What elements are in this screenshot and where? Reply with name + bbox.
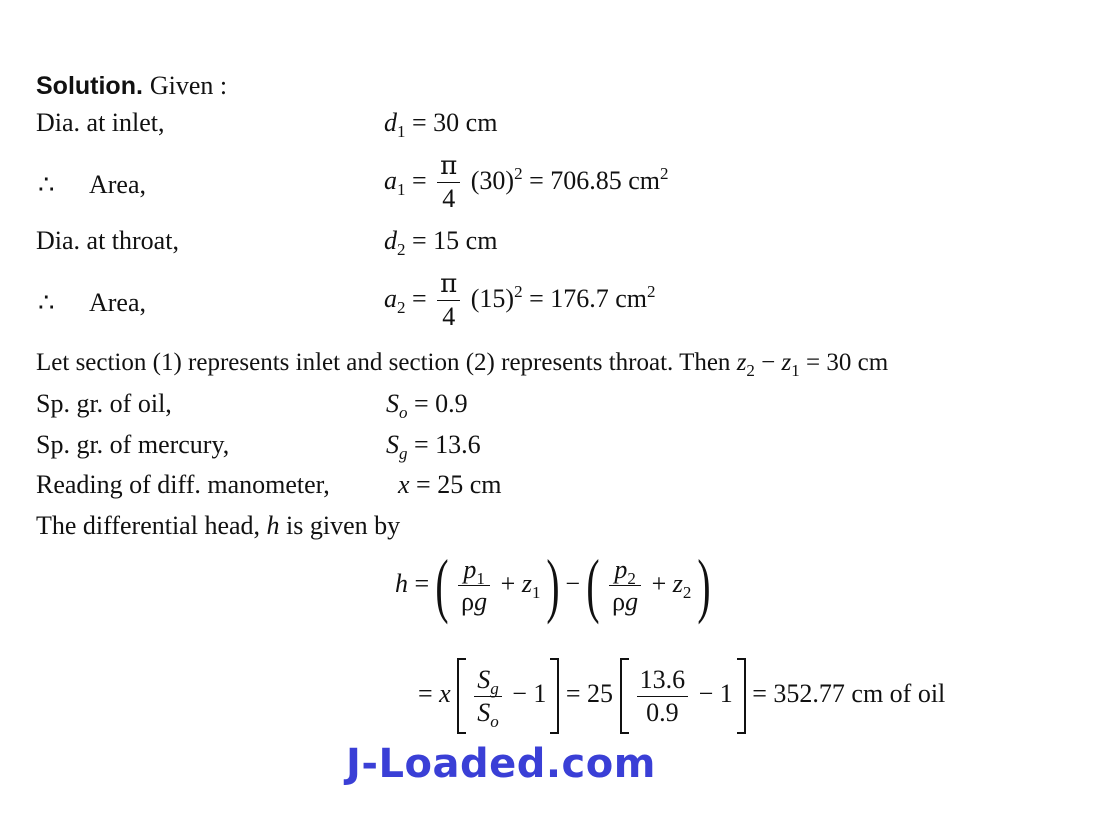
minus-one-2: − 1: [698, 678, 733, 708]
manometer-label: Reading of diff. manometer,: [36, 470, 330, 499]
d2-value: 15 cm: [433, 226, 498, 255]
manometer-equation: x = 25 cm: [398, 470, 502, 499]
d2-equation: $d_2 = 15$ cm: [384, 226, 498, 259]
area-label-1: Area,: [89, 170, 147, 199]
area-label-2: Area,: [89, 288, 147, 317]
multiplier: = 25: [565, 678, 614, 708]
a1-factor: (30): [470, 165, 515, 195]
right-paren-1: ): [546, 545, 560, 625]
right-paren-2: ): [697, 545, 711, 625]
oil-label: Sp. gr. of oil,: [36, 389, 172, 418]
p1-over-rho-g: $\frac{p_1}{\rho g}$: [458, 556, 490, 616]
p2-over-rho-g: $\frac{p_2}{\rho g}$: [609, 556, 641, 616]
left-paren-2: (: [585, 545, 600, 625]
watermark-text: J-Loaded.com: [346, 741, 656, 787]
oil-value: = 0.9: [414, 389, 468, 418]
left-bracket-1: [457, 658, 466, 734]
therefore-symbol-2: ∴: [38, 288, 55, 317]
section-statement: Let section (1) represents inlet and section (2) represents throat. Then $z_2 - z_1 = 30$ cm: [36, 349, 889, 380]
d1-value: 30 cm: [433, 108, 498, 137]
sg-over-so: $\frac{S_g}{S_o}$: [474, 666, 502, 726]
a2-equation: $a_2$ = $\frac{\pi}{4}$ $(15)^2 = 176.7$ $cm^2$: [384, 269, 656, 332]
a1-equation: $a_1$ = $\frac{\pi}{4}$ $(30)^2 = 706.85$ $cm^2$: [384, 151, 669, 214]
a1-result: = 706.85 cm: [529, 165, 661, 195]
oil-equation: $S_o = 0.9$: [386, 389, 468, 422]
left-bracket-2: [620, 658, 629, 734]
right-bracket-2: [737, 658, 746, 734]
diff-head-prefix: The differential head,: [36, 511, 261, 540]
minus-one-1: − 1: [512, 678, 547, 708]
pi-over-four-fraction-2: $\frac{\pi}{4}$: [437, 271, 460, 331]
a2-factor: (15): [470, 283, 515, 313]
differential-head-statement: The differential head, h is given by: [36, 511, 401, 540]
throat-label: Dia. at throat,: [36, 226, 179, 255]
inlet-label: Dia. at inlet,: [36, 108, 165, 137]
pi-over-four-fraction-1: $\frac{\pi}{4}$: [437, 153, 460, 213]
therefore-symbol-1: ∴: [38, 170, 55, 199]
solution-heading: [36, 73, 227, 99]
given-word: Given :: [149, 71, 228, 100]
value-fraction: $\frac{13.6}{0.9}$: [637, 666, 689, 726]
head-equation: h = ( $\frac{p_1}{\rho g}$ + $z_1$ ) − ( $\frac{p_2}{\rho g}$ + $z_2$ ): [395, 545, 711, 625]
solution-word: Solution.: [36, 72, 143, 100]
d1-equation: $d_1 = 30$ cm: [384, 108, 498, 141]
diff-head-suffix: is given by: [286, 511, 401, 540]
section-rhs: = 30 cm: [806, 349, 889, 376]
right-bracket-1: [550, 658, 559, 734]
manometer-value: = 25 cm: [416, 470, 502, 499]
head-result: = 352.77 cm of oil: [752, 678, 946, 708]
mercury-label: Sp. gr. of mercury,: [36, 430, 230, 459]
section-text: Let section (1) represents inlet and section (2) represents throat. Then: [36, 349, 731, 376]
mercury-value: = 13.6: [414, 430, 481, 459]
mercury-equation: $S_g = 13.6$: [386, 430, 481, 463]
a2-result: = 176.7 cm: [529, 283, 648, 313]
manometer-head-equation: = x $\frac{S_g}{S_o}$ − 1 = 25 $\frac{13.6}{0.9}$ − 1 = 352.77 cm of oil: [418, 658, 945, 734]
left-paren-1: (: [435, 545, 449, 625]
